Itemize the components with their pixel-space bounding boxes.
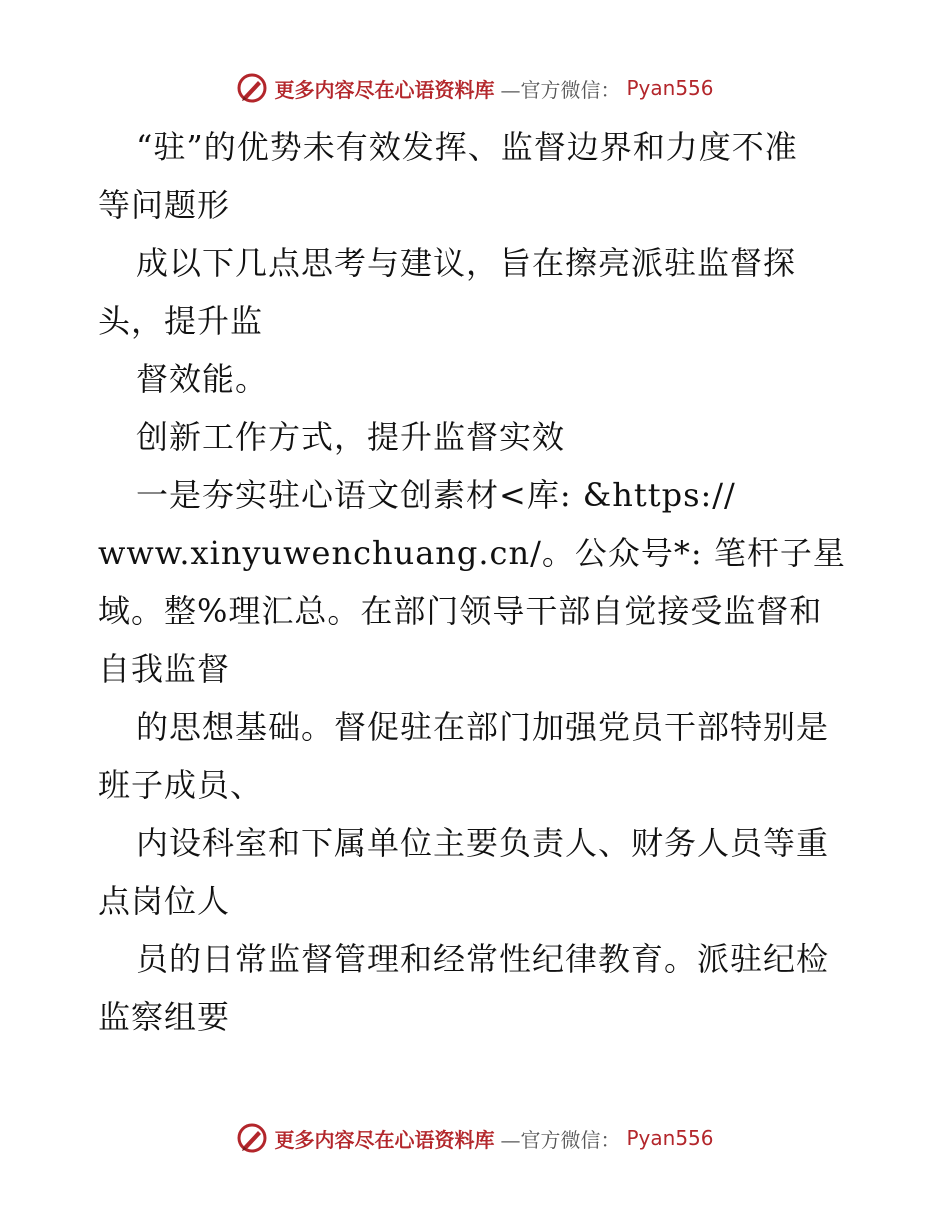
pen-logo-icon [236, 72, 268, 104]
text-line: www.xinyuwenchuang.cn/。公众号*: 笔杆子星 [98, 534, 846, 572]
header-banner [0, 72, 950, 104]
text-line: 员的日常监督管理和经常性纪律教育。派驻纪检 [136, 940, 830, 978]
text-line: 域。整%理汇总。在部门领导干部自觉接受监督和 [98, 592, 823, 630]
text-line: 点岗位人 [98, 882, 231, 920]
pen-logo-icon [236, 1122, 268, 1154]
text-line: 头，提升监 [98, 302, 264, 340]
text-line: 监察组要 [98, 998, 231, 1036]
text-line: “驻”的优势未有效发挥、监督边界和力度不准 [136, 128, 798, 166]
banner-wechat-id: Pyan556 [626, 76, 714, 100]
text-line: 一是夯实驻心语文创素材<库: &https:// [136, 476, 736, 514]
text-line: 班子成员、 [98, 766, 264, 804]
text-line: 等问题形 [98, 186, 231, 224]
footer-banner [0, 1122, 950, 1154]
text-line: 督效能。 [136, 360, 269, 398]
banner-lead-text: 更多内容尽在心语资料库 [274, 77, 495, 102]
text-line: 的思想基础。督促驻在部门加强党员干部特别是 [136, 708, 830, 746]
text-line: 自我监督 [98, 650, 231, 688]
text-line: 创新工作方式，提升监督实效 [136, 418, 566, 456]
text-line: 成以下几点思考与建议，旨在擦亮派驻监督探 [136, 244, 797, 282]
text-line: 内设科室和下属单位主要负责人、财务人员等重 [136, 824, 830, 862]
banner-separator-text: —官方微信： [500, 77, 621, 102]
document-body [98, 118, 858, 1046]
banner-separator-text: —官方微信： [500, 1127, 621, 1152]
banner-wechat-id: Pyan556 [626, 1126, 714, 1150]
banner-lead-text: 更多内容尽在心语资料库 [274, 1127, 495, 1152]
